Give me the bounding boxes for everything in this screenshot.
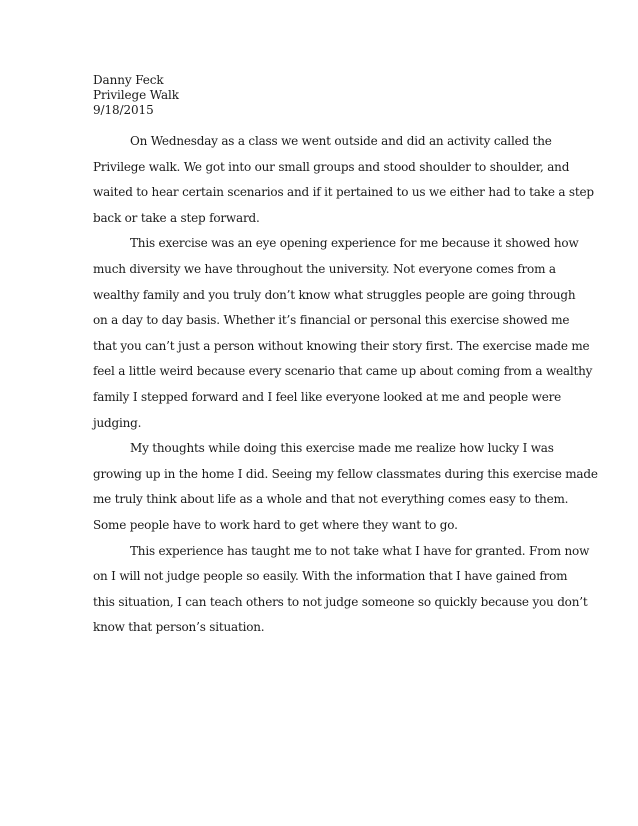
text-line: me truly think about life as a whole and that not everything comes easy to them.	[93, 492, 569, 507]
paragraph	[93, 129, 594, 231]
text-line: This experience has taught me to not take what I have for granted. From now	[130, 543, 590, 558]
author-name: Danny Feck	[93, 73, 164, 87]
text-line: this situation, I can teach others to not judge someone so quickly because you don’t	[93, 594, 588, 609]
text-line: family I stepped forward and I feel like everyone looked at me and people were	[93, 389, 562, 404]
text-line: This exercise was an eye opening experience for me because it showed how	[130, 236, 579, 251]
text-line: growing up in the home I did. Seeing my fellow classmates during this exercise made	[93, 466, 598, 481]
paragraph	[93, 231, 593, 436]
text-line: judging.	[93, 415, 142, 430]
text-line: Some people have to work hard to get where they want to go.	[93, 517, 458, 532]
document-date: 9/18/2015	[93, 103, 154, 117]
document-body	[93, 129, 598, 641]
text-line: My thoughts while doing this exercise made me realize how lucky I was	[130, 441, 554, 456]
text-line: much diversity we have throughout the university. Not everyone comes from a	[93, 261, 556, 276]
text-line: on I will not judge people so easily. With the information that I have gained from	[93, 569, 568, 584]
text-line: waited to hear certain scenarios and if it pertained to us we either had to take a step	[93, 185, 594, 200]
text-line: that you can’t just a person without knowing their story first. The exercise made me	[93, 338, 590, 353]
text-line: On Wednesday as a class we went outside and did an activity called the	[130, 134, 552, 148]
text-line: back or take a step forward.	[93, 210, 260, 225]
text-line: on a day to day basis. Whether it’s financial or personal this exercise showed me	[93, 313, 570, 328]
text-line: feel a little weird because every scenario that came up about coming from a wealthy	[93, 364, 593, 379]
text-line: Privilege walk. We got into our small groups and stood shoulder to shoulder, and	[93, 159, 570, 174]
text-line: know that person’s situation.	[93, 620, 265, 635]
text-line: wealthy family and you truly don’t know what struggles people are going through	[93, 287, 576, 302]
document-header	[93, 73, 179, 118]
paragraph	[93, 436, 598, 538]
document-title: Privilege Walk	[93, 88, 179, 102]
paragraph	[93, 539, 590, 641]
